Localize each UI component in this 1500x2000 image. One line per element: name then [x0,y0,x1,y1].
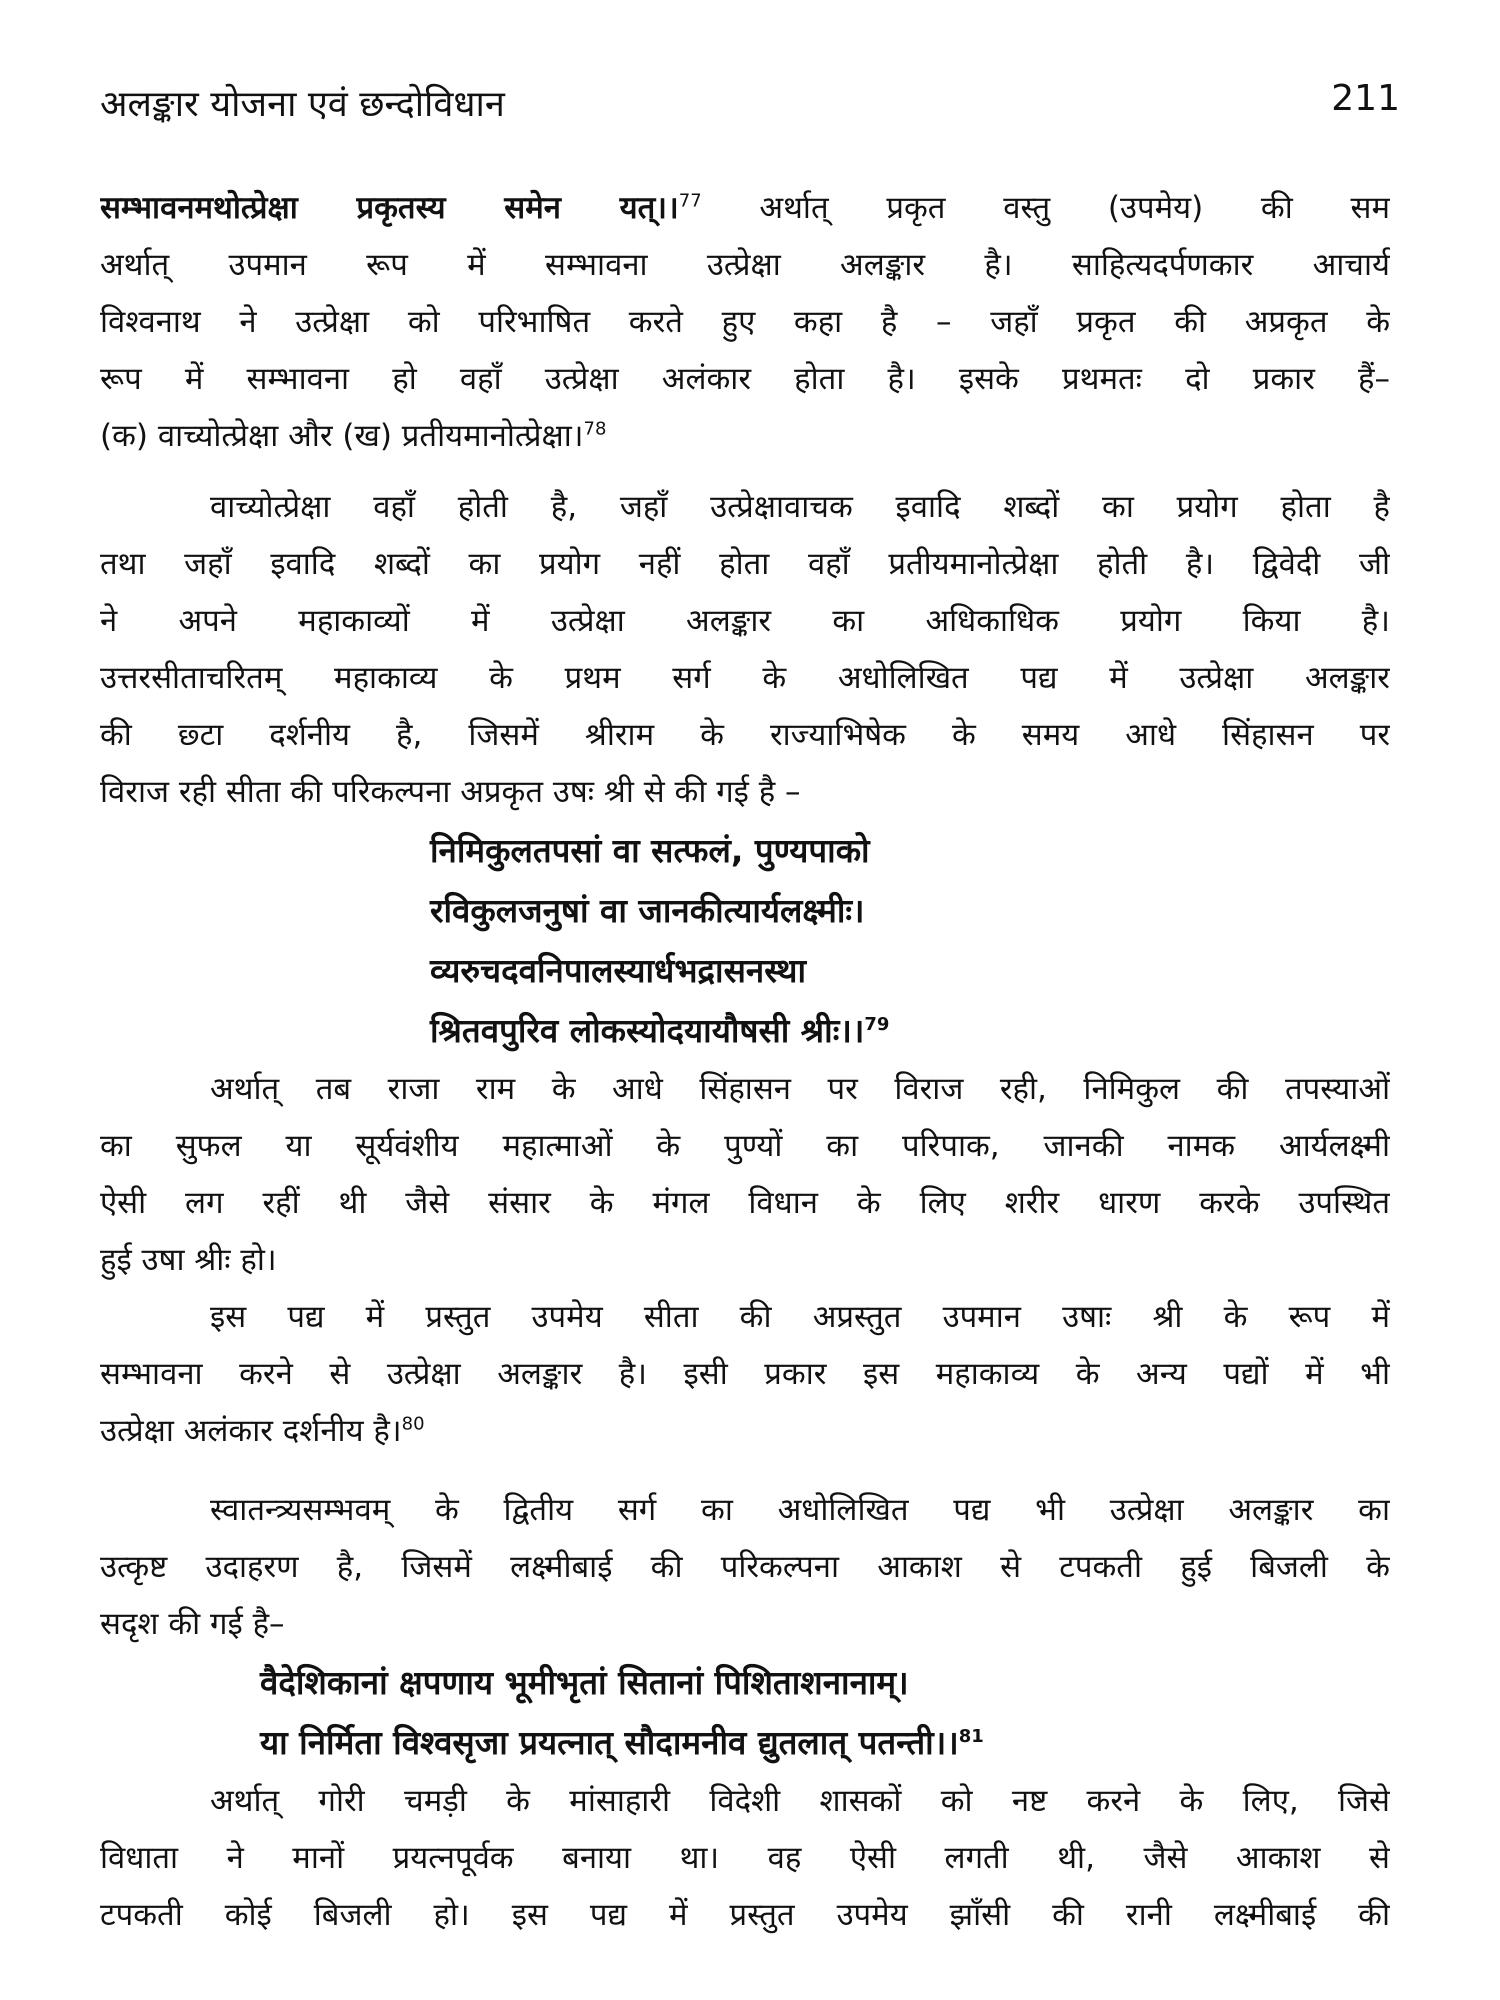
text-line: अर्थात् गोरी चमड़ी के मांसाहारी विदेशी शासकों को नष्ट करने के लिए, जिसे [210,1783,1390,1819]
paragraph-1 [100,180,1390,465]
paragraph-4 [100,1289,1390,1460]
body-text [100,180,1390,1944]
footnote-ref: 80 [401,1413,425,1435]
paragraph-6 [100,1773,1390,1944]
page-number: 211 [1331,78,1400,119]
footnote-ref: 81 [958,1726,984,1747]
verse-line [100,1713,1390,1773]
verse-line [100,1001,1390,1061]
text-line: सम्भावना करने से उत्प्रेक्षा अलङ्कार है। इसी प्रकार इस महाकाव्य के अन्य पद्यों में भी [100,1356,1390,1392]
sanskrit-quote: सम्भावनमथोत्प्रेक्षा प्रकृतस्य समेन यत्।। [100,190,679,226]
text-segment: (क) वाच्योत्प्रेक्षा और (ख) प्रतीयमानोत्प्रेक्षा। [100,418,584,454]
footnote-ref: 78 [583,418,607,440]
text-line: अर्थात् तब राजा राम के आधे सिंहासन पर विराज रही, निमिकुल की तपस्याओं [210,1071,1390,1107]
verse-text: श्रितवपुरिव लोकस्योदयायौषसी श्रीः।। [430,1011,865,1050]
paragraph-3 [100,1061,1390,1289]
text-line: इस पद्य में प्रस्तुत उपमेय सीता की अप्रस्तुत उपमान उषाः श्री के रूप में [210,1299,1390,1335]
text-segment: उत्प्रेक्षा अलंकार दर्शनीय है। [100,1413,402,1449]
text-line: उत्कृष्ट उदाहरण है, जिसमें लक्ष्मीबाई की परिकल्पना आकाश से टपकती हुई बिजली के [100,1549,1390,1585]
verse-text: या निर्मिता विश्वसृजा प्रयत्नात् सौदामनीव द्युतलात् पतन्ती।। [260,1723,959,1762]
text-line: तथा जहाँ इवादि शब्दों का प्रयोग नहीं होता वहाँ प्रतीयमानोत्प्रेक्षा होती है। द्विवेदी जी [100,546,1390,582]
text-line: वाच्योत्प्रेक्षा वहाँ होती है, जहाँ उत्प्रेक्षावाचक इवादि शब्दों का प्रयोग होता है [210,489,1390,525]
paragraph-2 [100,479,1390,821]
text-line: रूप में सम्भावना हो वहाँ उत्प्रेक्षा अलंकार होता है। इसके प्रथमतः दो प्रकार हैं– [100,361,1390,397]
text-line: हुई उषा श्रीः हो। [100,1242,277,1278]
text-line: का सुफल या सूर्यवंशीय महात्माओं के पुण्यों का परिपाक, जानकी नामक आर्यलक्ष्मी [100,1128,1390,1164]
text-line: उत्तरसीताचरितम् महाकाव्य के प्रथम सर्ग के अधोलिखित पद्य में उत्प्रेक्षा अलङ्कार [100,660,1390,696]
text-line: विराज रही सीता की परिकल्पना अप्रकृत उषः श्री से की गई है – [100,774,801,810]
text-line [100,408,1390,465]
footnote-ref: 77 [678,190,702,212]
text-line: ने अपने महाकाव्यों में उत्प्रेक्षा अलङ्कार का अधिकाधिक प्रयोग किया है। [100,603,1390,639]
verse-block-2 [100,1653,1390,1773]
text-line: टपकती कोई बिजली हो। इस पद्य में प्रस्तुत उपमेय झाँसी की रानी लक्ष्मीबाई की [100,1897,1390,1933]
text-line: विश्वनाथ ने उत्प्रेक्षा को परिभाषित करते हुए कहा है – जहाँ प्रकृत की अप्रकृत के [100,304,1390,340]
text-line: अर्थात् उपमान रूप में सम्भावना उत्प्रेक्षा अलङ्कार है। साहित्यदर्पणकार आचार्य [100,247,1390,283]
text-line: स्वातन्त्र्यसम्भवम् के द्वितीय सर्ग का अधोलिखित पद्य भी उत्प्रेक्षा अलङ्कार का [210,1492,1390,1528]
page-header [100,78,1400,138]
verse-line: रविकुलजनुषां वा जानकीत्यार्यलक्ष्मीः। [430,891,865,930]
text-line [100,1403,1390,1460]
footnote-ref: 79 [864,1014,890,1035]
text-line [100,180,1390,237]
running-title: अलङ्कार योजना एवं छन्दोविधान [100,84,505,125]
text-line: की छ्टा दर्शनीय है, जिसमें श्रीराम के राज्याभिषेक के समय आधे सिंहासन पर [100,717,1390,753]
verse-block-1 [100,821,1390,1061]
verse-line: वैदेशिकानां क्षपणाय भूमीभृतां सितानां पिशिताशनानाम्। [260,1663,909,1702]
text-segment: अर्थात् प्रकृत वस्तु (उपमेय) की सम [701,190,1390,226]
paragraph-5 [100,1482,1390,1653]
text-line: विधाता ने मानों प्रयत्नपूर्वक बनाया था। वह ऐसी लगती थी, जैसे आकाश से [100,1840,1390,1876]
verse-line: निमिकुलतपसां वा सत्फलं, पुण्यपाको [430,831,870,870]
text-line: ऐसी लग रहीं थी जैसे संसार के मंगल विधान के लिए शरीर धारण करके उपस्थित [100,1185,1390,1221]
text-line: सदृश की गई है– [100,1606,285,1642]
verse-line: व्यरुचदवनिपालस्यार्धभद्रासनस्था [430,951,807,990]
